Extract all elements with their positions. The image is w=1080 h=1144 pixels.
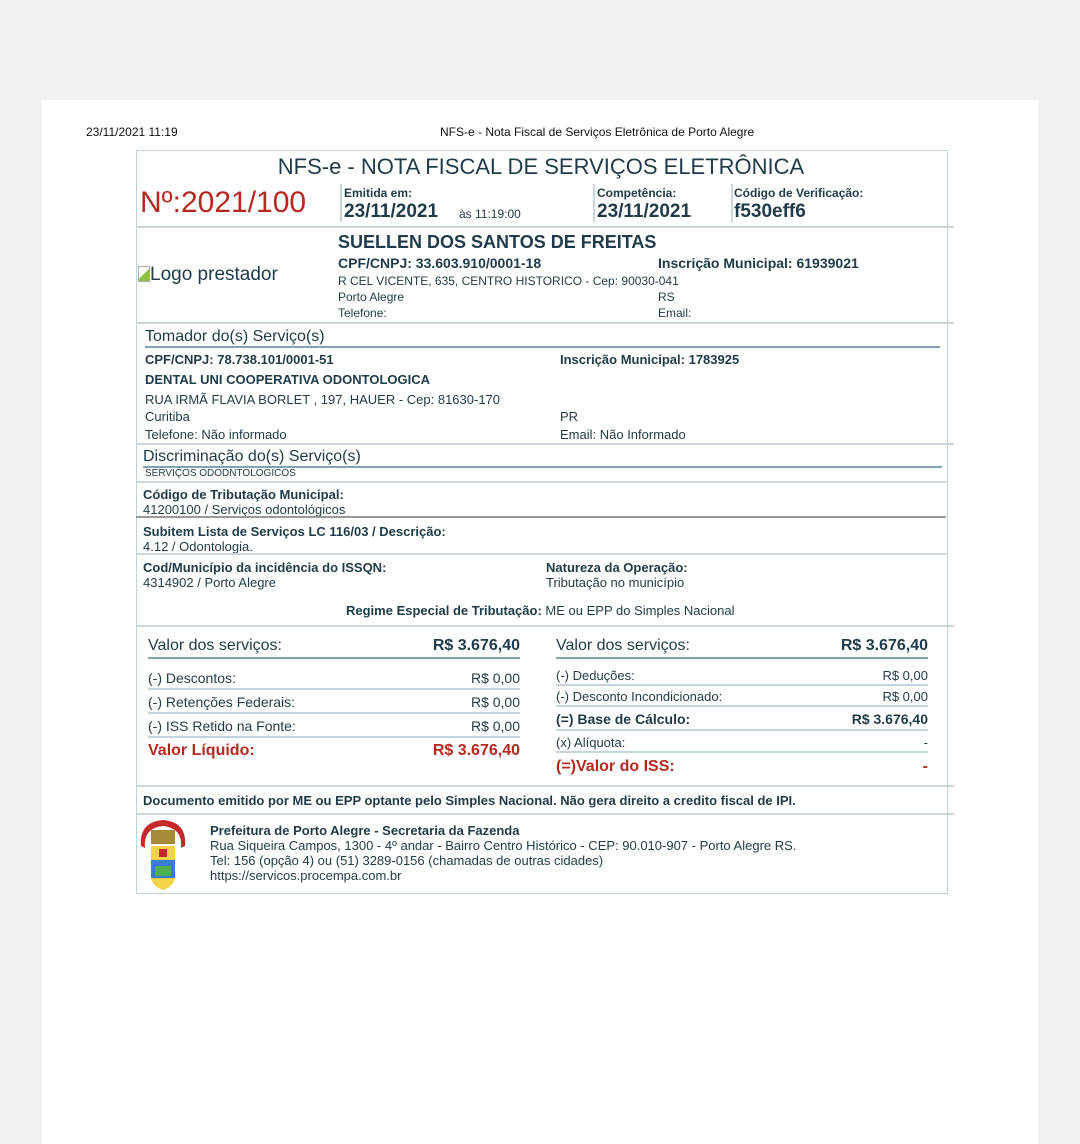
competencia-label: Competência: [597,186,677,200]
municipio-value: 4314902 / Porto Alegre [143,575,276,590]
regime: Regime Especial de Tributação: ME ou EPP do Simples Nacional [346,603,735,618]
footer-org: Prefeitura de Porto Alegre - Secretaria da Fazenda [210,823,520,838]
invoice-title: NFS-e - NOTA FISCAL DE SERVIÇOS ELETRÔNICA [277,154,805,179]
tomador-heading: Tomador do(s) Serviço(s) [145,328,940,348]
footer-tel: Tel: 156 (opção 4) ou (51) 3289-0156 (chamadas de outras cidades) [210,853,604,868]
natureza-value: Tributação no município [546,575,685,590]
descontos-row: (-) Descontos: R$ 0,00 [148,670,520,690]
codigo-label: Código de Verificação: [734,186,864,200]
logo-prestador: Logo prestador [138,264,278,286]
discriminacao-heading: Discriminação do(s) Serviço(s) [143,448,942,468]
tomador-address: RUA IRMÃ FLAVIA BORLET , 197, HAUER - Cep: 81630-170 [145,392,501,407]
footer-url[interactable]: https://servicos.procempa.com.br [210,868,402,883]
print-datetime: 23/11/2021 11:19 [86,125,178,139]
retencoes-row: (-) Retenções Federais: R$ 0,00 [148,694,520,714]
prestador-name: SUELLEN DOS SANTOS DE FREITAS [338,232,657,252]
prestador-address: R CEL VICENTE, 635, CENTRO HISTORICO - Cep: 90030-041 [338,274,679,288]
natureza-label: Natureza da Operação: [546,560,688,575]
prestador-cpf: CPF/CNPJ: 33.603.910/0001-18 [338,255,542,271]
prestador-city: Porto Alegre [338,290,405,304]
tomador-uf: PR [560,409,579,424]
competencia-value: 23/11/2021 [597,201,692,222]
tomador-email: Email: Não Informado [560,427,686,442]
print-title: NFS-e - Nota Fiscal de Serviços Eletrônica de Porto Alegre [440,125,755,139]
subitem-value: 4.12 / Odontologia. [143,539,253,554]
tomador-cpf: CPF/CNPJ: 78.738.101/0001-51 [145,352,334,367]
prestador-uf: RS [658,290,675,304]
footer-address: Rua Siqueira Campos, 1300 - 4º andar - Bairro Centro Histórico - CEP: 90.010-907 - Porto Alegre RS. [210,838,797,853]
right-servicos-row: Valor dos serviços: R$ 3.676,40 [556,637,928,659]
tomador-name: DENTAL UNI COOPERATIVA ODONTOLOGICA [145,372,431,387]
base-calculo-row: (=) Base de Cálculo: R$ 3.676,40 [556,711,928,731]
codigo-trib-label: Código de Tributação Municipal: [143,487,344,502]
emitida-time: às 11:19:00 [459,207,521,221]
valor-liquido-row: Valor Líquido: R$ 3.676,40 [148,742,520,759]
broken-image-icon [138,266,150,282]
tomador-city: Curitiba [145,409,190,424]
municipio-label: Cod/Município da incidência do ISSQN: [143,560,387,575]
emitida-label: Emitida em: [344,186,413,200]
desconto-incond-row: (-) Desconto Incondicionado: R$ 0,00 [556,689,928,707]
deducoes-row: (-) Deduções: R$ 0,00 [556,668,928,686]
prestador-email: Email: [658,306,692,320]
valor-iss-row: (=)Valor do ISS: - [556,758,928,775]
emitida-date: 23/11/2021 [344,201,439,222]
codigo-value: f530eff6 [734,201,806,222]
aliquota-row: (x) Alíquota: - [556,735,928,753]
invoice-number: Nº:2021/100 [140,186,307,219]
discriminacao-text: SERVIÇOS ODODNTOLOGICOS [145,468,296,479]
left-servicos-row: Valor dos serviços: R$ 3.676,40 [148,637,520,659]
prestador-phone: Telefone: [338,306,387,320]
codigo-trib-value: 41200100 / Serviços odontológicos [143,502,346,517]
simples-note: Documento emitido por ME ou EPP optante pelo Simples Nacional. Não gera direito a credito fiscal de IPI. [143,793,796,808]
tomador-phone: Telefone: Não informado [145,427,287,442]
prestador-im: Inscrição Municipal: 61939021 [658,255,859,271]
iss-retido-row: (-) ISS Retido na Fonte: R$ 0,00 [148,718,520,738]
porto-alegre-coat-of-arms [137,816,189,892]
tomador-im: Inscrição Municipal: 1783925 [560,352,740,367]
subitem-label: Subitem Lista de Serviços LC 116/03 / Descrição: [143,524,446,539]
